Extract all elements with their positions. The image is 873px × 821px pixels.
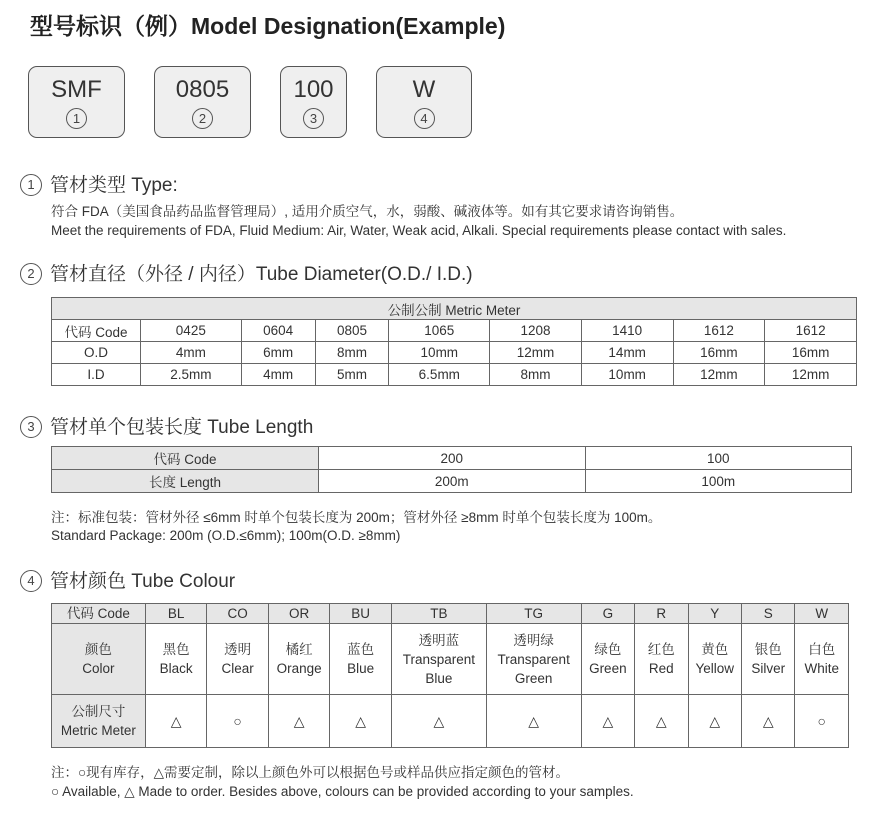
- colour-code: TG: [486, 604, 581, 624]
- table-cell: 0604: [241, 320, 315, 342]
- table-cell: 2.5mm: [141, 364, 242, 386]
- section-colour-heading: [20, 566, 235, 593]
- colour-name-en: Blue: [347, 661, 375, 676]
- colour-code: G: [581, 604, 634, 624]
- table-row: [52, 364, 857, 386]
- table-cell: 0425: [141, 320, 242, 342]
- availability-symbol: △: [742, 695, 795, 748]
- code-number-badge: 2: [192, 108, 213, 129]
- availability-symbol: △: [268, 695, 330, 748]
- colour-name-cn: 透明绿: [513, 632, 554, 648]
- colour-name-cn: 银色: [754, 642, 782, 657]
- length-note-cn: 注：标准包装：管材外径 ≤6mm 时单个包装长度为 200m；管材外径 ≥8mm 时单个包装长度为 100m。: [51, 510, 662, 525]
- colour-code: Y: [688, 604, 741, 624]
- availability-symbol: △: [635, 695, 688, 748]
- table-row: [52, 320, 857, 342]
- length-table: [51, 446, 852, 493]
- section-diameter-heading: [20, 259, 473, 286]
- colour-name-cn: 绿色: [594, 642, 622, 657]
- section-title: 管材颜色 Tube Colour: [50, 571, 236, 592]
- colour-note-cn: 注：○现有库存，△需要定制，除以上颜色外可以根据色号或样品供应指定颜色的管材。: [51, 765, 570, 780]
- availability-symbol: △: [688, 695, 741, 748]
- code-number-badge: 1: [66, 108, 87, 129]
- table-cell: 16mm: [765, 342, 857, 364]
- diameter-table-title: 公制公制 Metric Meter: [52, 298, 857, 320]
- section-length-heading: [20, 412, 313, 439]
- code-box-type: [28, 66, 125, 138]
- color-label-cn: 颜色: [84, 642, 112, 657]
- colour-name: [688, 624, 741, 695]
- colour-name-cn: 橘红: [285, 642, 313, 657]
- colour-name: [742, 624, 795, 695]
- colour-name: [330, 624, 392, 695]
- colour-code: BL: [145, 604, 207, 624]
- row-label: I.D: [52, 364, 141, 386]
- page-title: 型号标识（例）Model Designation(Example): [30, 13, 506, 39]
- table-row: [52, 604, 849, 624]
- code-box-colour: [376, 66, 472, 138]
- metric-label-en: Metric Meter: [60, 723, 136, 738]
- table-cell: 12mm: [765, 364, 857, 386]
- type-description-cn: 符合 FDA（美国食品药品监督管理局）, 适用介质空气，水，弱酸、碱液体等。如有其它要求请咨询销售。: [51, 204, 684, 219]
- colour-note-en: ○ Available, △ Made to order. Besides above, colours can be provided according to your samples.: [51, 784, 634, 799]
- availability-symbol: ○: [795, 695, 849, 748]
- colour-name-cn: 透明: [224, 642, 252, 657]
- colour-name-cn: 透明蓝: [418, 632, 460, 648]
- colour-name-en: Transparent Blue: [402, 651, 475, 686]
- table-cell: 5mm: [315, 364, 389, 386]
- colour-name-en: Silver: [751, 661, 786, 676]
- code-box-diameter: [154, 66, 251, 138]
- diameter-table: [51, 297, 857, 386]
- table-cell: 10mm: [581, 364, 673, 386]
- code-value: 100: [293, 76, 334, 103]
- colour-code: OR: [268, 604, 330, 624]
- table-cell: 12mm: [490, 342, 582, 364]
- color-label-en: Color: [82, 661, 115, 676]
- metric-label-cn: 公制尺寸: [71, 704, 126, 719]
- colour-name: [486, 624, 581, 695]
- row-label: [52, 695, 146, 748]
- row-label: 代码 Code: [52, 604, 146, 624]
- colour-code: W: [795, 604, 849, 624]
- colour-name-cn: 黑色: [162, 642, 190, 657]
- table-cell: 200: [319, 447, 586, 470]
- colour-code: TB: [391, 604, 486, 624]
- colour-name-cn: 蓝色: [347, 642, 375, 657]
- table-cell: 10mm: [389, 342, 490, 364]
- colour-code: BU: [330, 604, 392, 624]
- row-label: 代码 Code: [52, 447, 319, 470]
- table-cell: 16mm: [673, 342, 765, 364]
- table-cell: 6.5mm: [389, 364, 490, 386]
- row-label: 长度 Length: [52, 470, 319, 493]
- colour-name-en: Green: [589, 661, 627, 676]
- section-number-badge: 1: [20, 174, 42, 196]
- colour-name: [635, 624, 688, 695]
- availability-symbol: ○: [207, 695, 269, 748]
- table-cell: 6mm: [241, 342, 315, 364]
- row-label: 代码 Code: [52, 320, 141, 342]
- colour-name: [207, 624, 269, 695]
- section-number-badge: 3: [20, 416, 42, 438]
- colour-name-en: Clear: [221, 661, 254, 676]
- section-title: 管材单个包装长度 Tube Length: [50, 417, 314, 438]
- table-row: [52, 470, 852, 493]
- table-row: [52, 342, 857, 364]
- code-value: 0805: [175, 76, 230, 103]
- table-cell: 0805: [315, 320, 389, 342]
- availability-symbol: △: [486, 695, 581, 748]
- colour-name-cn: 黄色: [701, 642, 729, 657]
- colour-name: [391, 624, 486, 695]
- table-cell: 200m: [319, 470, 586, 493]
- table-row: [52, 447, 852, 470]
- colour-name: [268, 624, 330, 695]
- table-cell: 8mm: [315, 342, 389, 364]
- section-type-heading: [20, 170, 178, 197]
- availability-symbol: △: [391, 695, 486, 748]
- row-label: [52, 624, 146, 695]
- table-cell: 100: [585, 447, 852, 470]
- colour-name-en: Yellow: [695, 661, 735, 676]
- table-cell: 8mm: [490, 364, 582, 386]
- section-title: 管材类型 Type:: [50, 175, 178, 196]
- table-cell: 1612: [765, 320, 857, 342]
- code-value: SMF: [51, 76, 102, 103]
- table-cell: 1612: [673, 320, 765, 342]
- table-cell: 14mm: [581, 342, 673, 364]
- colour-name: [795, 624, 849, 695]
- colour-code: CO: [207, 604, 269, 624]
- availability-symbol: △: [145, 695, 207, 748]
- length-note-en: Standard Package: 200m (O.D.≤6mm); 100m(O.D. ≥8mm): [51, 528, 401, 543]
- section-number-badge: 4: [20, 570, 42, 592]
- model-code-boxes: [0, 66, 873, 142]
- colour-code: R: [635, 604, 688, 624]
- colour-name-en: White: [804, 661, 839, 676]
- type-description-en: Meet the requirements of FDA, Fluid Medium: Air, Water, Weak acid, Alkali. Special requirements please contact with sales.: [51, 223, 787, 238]
- colour-name: [145, 624, 207, 695]
- table-cell: 100m: [585, 470, 852, 493]
- table-row: [52, 695, 849, 748]
- section-number-badge: 2: [20, 263, 42, 285]
- table-cell: 1065: [389, 320, 490, 342]
- table-cell: 4mm: [141, 342, 242, 364]
- colour-table: [51, 603, 849, 748]
- colour-name: [581, 624, 634, 695]
- table-cell: 12mm: [673, 364, 765, 386]
- code-number-badge: 3: [303, 108, 324, 129]
- colour-name-en: Transparent Green: [497, 651, 570, 686]
- table-cell: 1208: [490, 320, 582, 342]
- colour-name-en: Black: [159, 661, 193, 676]
- colour-code: S: [742, 604, 795, 624]
- colour-name-cn: 白色: [808, 642, 836, 657]
- table-row: [52, 624, 849, 695]
- code-box-length: [280, 66, 347, 138]
- colour-name-cn: 红色: [647, 642, 675, 657]
- code-number-badge: 4: [414, 108, 435, 129]
- colour-name-en: Orange: [276, 661, 322, 676]
- code-value: W: [412, 76, 436, 103]
- availability-symbol: △: [330, 695, 392, 748]
- table-cell: 4mm: [241, 364, 315, 386]
- availability-symbol: △: [581, 695, 634, 748]
- table-cell: 1410: [581, 320, 673, 342]
- colour-name-en: Red: [648, 661, 674, 676]
- section-title: 管材直径（外径 / 内径）Tube Diameter(O.D./ I.D.): [50, 264, 473, 285]
- row-label: O.D: [52, 342, 141, 364]
